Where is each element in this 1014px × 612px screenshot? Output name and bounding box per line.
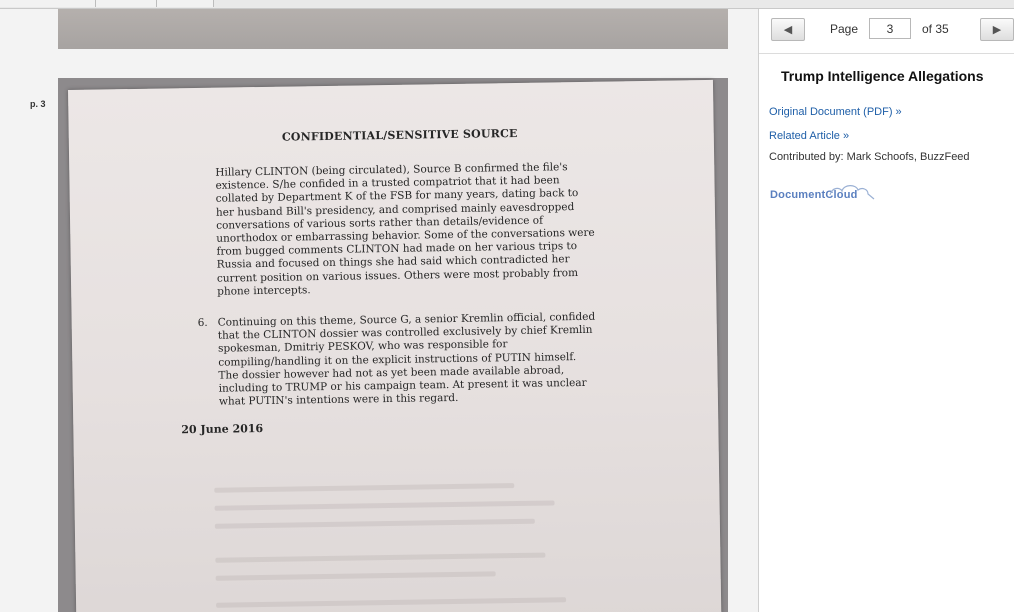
bleed-through-text bbox=[214, 483, 514, 493]
bleed-through-text bbox=[215, 500, 555, 510]
browser-tab[interactable] bbox=[0, 0, 96, 7]
cloud-icon bbox=[828, 181, 876, 201]
document-list-item bbox=[197, 310, 599, 409]
sidebar bbox=[758, 9, 1014, 612]
related-article-link[interactable]: Related Article » bbox=[769, 130, 850, 142]
contributor-text: Contributed by: Mark Schoofs, BuzzFeed bbox=[769, 151, 970, 163]
page-navigation bbox=[759, 9, 1014, 54]
document-title: Trump Intelligence Allegations bbox=[781, 68, 984, 84]
list-item-text: Continuing on this theme, Source G, a senior Kremlin official, confided that the CLINTON dossier was controlled exclusively by chief Kremlin spokesman, Dmitriy PESKOV, who was responsible for compiling/handling it on the explicit instructions of PUTIN himself. The dossier however had not as yet been made available abroad, including to TRUMP or his campaign team. At present it was unclear what PUTIN's intentions were in this regard. bbox=[217, 310, 596, 408]
page-count: of 35 bbox=[922, 22, 949, 36]
browser-tab[interactable] bbox=[96, 0, 157, 7]
previous-page-button[interactable] bbox=[771, 18, 805, 41]
document-paper bbox=[68, 80, 721, 612]
document-text bbox=[197, 126, 599, 409]
bleed-through-text bbox=[216, 597, 566, 607]
documentcloud-logo[interactable] bbox=[770, 181, 880, 207]
document-date: 20 June 2016 bbox=[181, 421, 264, 437]
next-page-button[interactable] bbox=[980, 18, 1014, 41]
list-item-number: 6. bbox=[197, 316, 208, 330]
document-heading: CONFIDENTIAL/SENSITIVE SOURCE bbox=[281, 126, 518, 144]
document-viewer[interactable] bbox=[0, 9, 758, 612]
document-paragraph: Hillary CLINTON (being circulated), Source B confirmed the file's existence. S/he confided in a trusted compatriot that it had been collated by Department K of the FSB for many years, dating back to her husband Bill's presidency, and comprised mainly eavesdropped conversations of various sorts rather than details/evidence of unorthodox or embarrassing behavior. Some of the conversations were from bugged comments CLINTON had made on her various trips to Russia and focused on things she had said which contradicted her current position on various issues. Others were most probably from phone intercepts. bbox=[215, 161, 595, 298]
bleed-through-text bbox=[216, 571, 496, 580]
logo-text: DocumentCloud bbox=[770, 189, 858, 201]
arrow-left-icon: ◀ bbox=[783, 24, 793, 36]
bleed-through-text bbox=[215, 519, 535, 529]
page-label: Page bbox=[830, 22, 859, 36]
original-document-link[interactable]: Original Document (PDF) » bbox=[769, 106, 902, 118]
browser-tab-strip bbox=[0, 0, 1014, 9]
bleed-through-text bbox=[215, 553, 545, 563]
arrow-right-icon: ▶ bbox=[992, 24, 1002, 36]
browser-tab[interactable] bbox=[157, 0, 214, 7]
page-image bbox=[58, 78, 728, 612]
previous-page-image bbox=[58, 9, 728, 49]
page-marker: p. 3 bbox=[30, 99, 46, 109]
page-number-input[interactable] bbox=[869, 18, 911, 39]
